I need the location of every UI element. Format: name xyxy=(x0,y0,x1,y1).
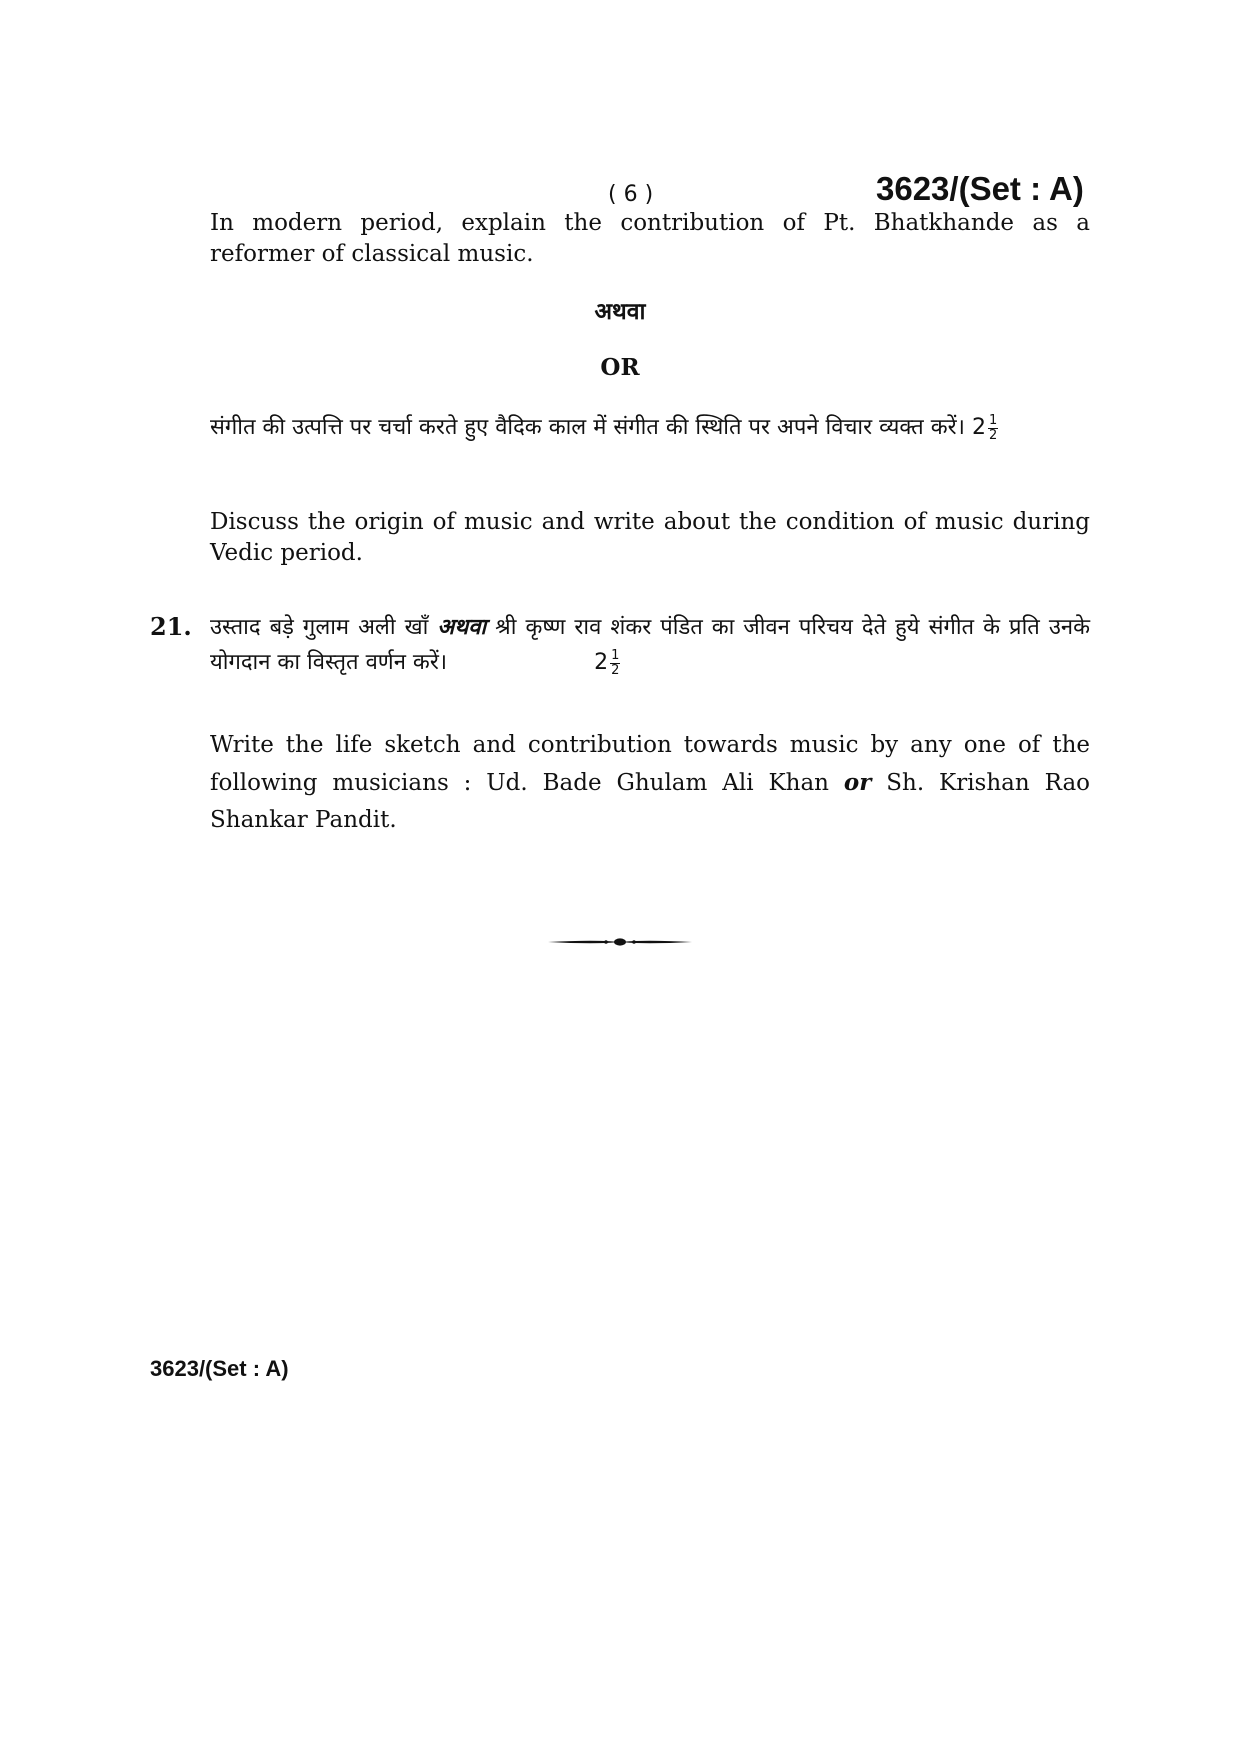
end-ornament xyxy=(546,935,694,949)
q20-alt-marks xyxy=(971,412,998,443)
q21-hindi-or: अथवा xyxy=(437,615,487,640)
q20-alt-hindi-body: संगीत की उत्पत्ति पर चर्चा करते हुए वैदिक काल में संगीत की स्थिति पर अपने विचार व्यक्त करें। xyxy=(210,415,965,440)
or-separator-hindi: अथवा xyxy=(594,299,646,325)
marks-whole: 2 xyxy=(594,650,609,675)
q21-hindi-part2: श्री कृष्ण राव शंकर पंडित का जीवन परिचय देते हुये संगीत के प्रति उनके योगदान का विस्तृत वर्णन करें। xyxy=(210,615,1090,675)
marks-fraction xyxy=(988,414,998,443)
marks-whole: 2 xyxy=(971,415,986,440)
question-number-21: 21. xyxy=(150,612,192,641)
q20-alt-hindi-text xyxy=(210,410,1090,445)
q21-english-text xyxy=(210,727,1090,839)
q21-hindi-part1: उस्ताद बड़े गुलाम अली खाँ xyxy=(210,615,429,640)
q21-hindi-text xyxy=(210,610,1090,680)
paper-code-footer: 3623/(Set : A) xyxy=(150,1356,289,1381)
q21-marks xyxy=(594,647,620,678)
q21-english-part1: Write the life sketch and contribution towards music by any one of the following musicians : Ud. Bade Ghulam Ali Khan xyxy=(210,732,1090,796)
marks-fraction-numerator: 1 xyxy=(988,412,998,428)
paper-code-header: 3623/(Set : A) xyxy=(876,170,1084,207)
marks-fraction xyxy=(610,649,620,678)
q20-english-text: In modern period, explain the contribution of Pt. Bhatkhande as a reformer of classical music. xyxy=(210,210,1090,267)
q21-english-or: or xyxy=(843,769,872,796)
marks-fraction-numerator: 1 xyxy=(611,647,620,663)
marks-fraction-denominator: 2 xyxy=(611,662,620,678)
page-number: ( 6 ) xyxy=(608,182,654,207)
q20-alt-english-text: Discuss the origin of music and write about the condition of music during Vedic period. xyxy=(210,509,1090,566)
q21-english-part2: Sh. Krishan Rao Shankar Pandit. xyxy=(210,770,1091,833)
or-separator-english: OR xyxy=(600,354,640,381)
marks-fraction-denominator: 2 xyxy=(988,427,998,443)
